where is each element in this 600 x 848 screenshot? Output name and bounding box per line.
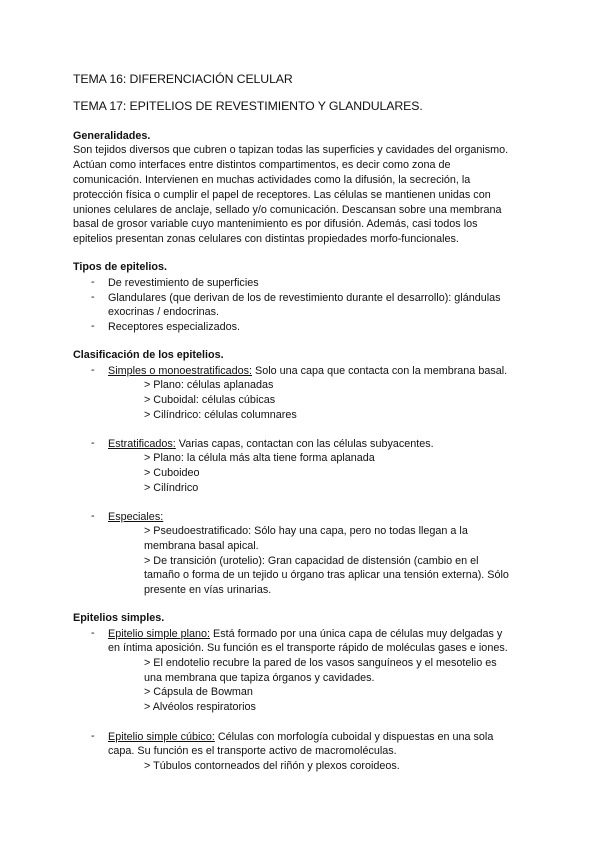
section-title-generalidades: Generalidades. <box>73 130 151 142</box>
sub-item: > Cilíndrico <box>144 482 199 494</box>
list-item-continuation: en íntima aposición. Su función es el transporte rápido de moléculas gases e iones. <box>108 642 508 654</box>
term-especiales: Especiales: <box>108 511 164 523</box>
sub-item: > De transición (urotelio): Gran capacidad de distensión (cambio en el <box>144 555 479 567</box>
section-title-epitelios-simples: Epitelios simples. <box>73 612 165 624</box>
sub-item-continuation: membrana basal apical. <box>144 540 259 552</box>
sub-item: > Cápsula de Bowman <box>144 686 253 698</box>
sub-item-continuation: presente en vías urinarias. <box>144 584 272 596</box>
paragraph-line: Son tejidos diversos que cubren o tapizan todas las superficies y cavidades del organismo. <box>73 144 509 156</box>
list-item: Receptores especializados. <box>108 321 241 333</box>
heading-label: TEMA 17: <box>73 99 127 113</box>
sub-item: > Plano: la célula más alta tiene forma aplanada <box>144 452 375 464</box>
sub-item: > Cilíndrico: células columnares <box>144 409 297 421</box>
sub-item: > Túbulos contorneados del riñón y plexos coroideos. <box>144 760 400 772</box>
list-item-continuation: capa. Su función es el transporte activo de macromoléculas. <box>108 745 397 757</box>
list-item-simple-plano <box>108 627 502 642</box>
desc-simple-plano: Está formado por una única capa de células muy delgadas y <box>210 628 503 640</box>
term-simple-plano: Epitelio simple plano: <box>108 628 211 640</box>
desc-simple-cubico: Células con morfología cuboidal y dispuestas en una sola <box>214 731 494 743</box>
list-bullet: - <box>91 276 95 288</box>
paragraph-line: uniones celulares de anclaje, sellado y/o comunicación. Descansan sobre una membrana <box>73 204 502 216</box>
list-item-simple-cubico <box>108 730 493 745</box>
sub-item: > Alvéolos respiratorios <box>144 701 256 713</box>
list-item-continuation: exocrinas / endocrinas. <box>108 306 220 318</box>
sub-item-continuation: una membrana que tapiza órganos y cavidades. <box>144 672 375 684</box>
list-item: De revestimiento de superficies <box>108 277 259 289</box>
list-bullet: - <box>91 320 95 332</box>
heading-title: EPITELIOS DE REVESTIMIENTO Y GLANDULARES. <box>129 99 423 113</box>
list-bullet: - <box>91 510 95 522</box>
paragraph-line: comunicación. Intervienen en muchas actividades como la difusión, la secreción, la <box>73 174 471 186</box>
sub-item: > Cuboideo <box>144 467 200 479</box>
list-bullet: - <box>91 291 95 303</box>
section-title-tipos: Tipos de epitelios. <box>73 261 167 273</box>
sub-item: > Cuboidal: células cúbicas <box>144 394 276 406</box>
term-simples: Simples o monoestratificados: <box>108 365 253 377</box>
list-item-especiales <box>108 510 163 525</box>
heading-label: TEMA 16: <box>73 72 127 86</box>
term-estratificados: Estratificados: <box>108 438 176 450</box>
list-bullet: - <box>91 364 95 376</box>
heading-tema-16 <box>73 72 293 86</box>
sub-item: > Pseudoestratificado: Sólo hay una capa, pero no todas llegan a la <box>144 525 468 537</box>
desc-estratificados: Varias capas, contactan con las células subyacentes. <box>175 438 434 450</box>
list-bullet: - <box>91 627 95 639</box>
section-title-clasificacion: Clasificación de los epitelios. <box>73 349 224 361</box>
paragraph-line: epitelios presentan zonas celulares con distintas propiedades morfo-funcionales. <box>73 233 459 245</box>
paragraph-line: Actúan como interfaces entre distintos compartimentos, es decir como zona de <box>73 159 451 171</box>
heading-tema-17 <box>73 99 423 113</box>
desc-simples: Solo una capa que contacta con la membrana basal. <box>252 365 508 377</box>
list-item-simples <box>108 364 507 379</box>
list-bullet: - <box>91 437 95 449</box>
sub-item-continuation: tamaño o forma de un tejido u órgano tras aplicar una tensión externa). Sólo <box>144 569 509 581</box>
list-bullet: - <box>91 730 95 742</box>
list-item-estratificados <box>108 437 434 452</box>
sub-item: > Plano: células aplanadas <box>144 379 274 391</box>
sub-item: > El endotelio recubre la pared de los vasos sanguíneos y el mesotelio es <box>144 657 497 669</box>
heading-title: DIFERENCIACIÓN CELULAR <box>129 72 293 86</box>
term-simple-cubico: Epitelio simple cúbico: <box>108 731 215 743</box>
paragraph-line: protección física o cumplir el papel de receptores. Las células se mantienen unidas con <box>73 189 491 201</box>
paragraph-line: basal de grosor variable cuyo mantenimiento es por difusión. Además, casi todos los <box>73 218 478 230</box>
list-item: Glandulares (que derivan de los de revestimiento durante el desarrollo): glándulas <box>108 292 501 304</box>
